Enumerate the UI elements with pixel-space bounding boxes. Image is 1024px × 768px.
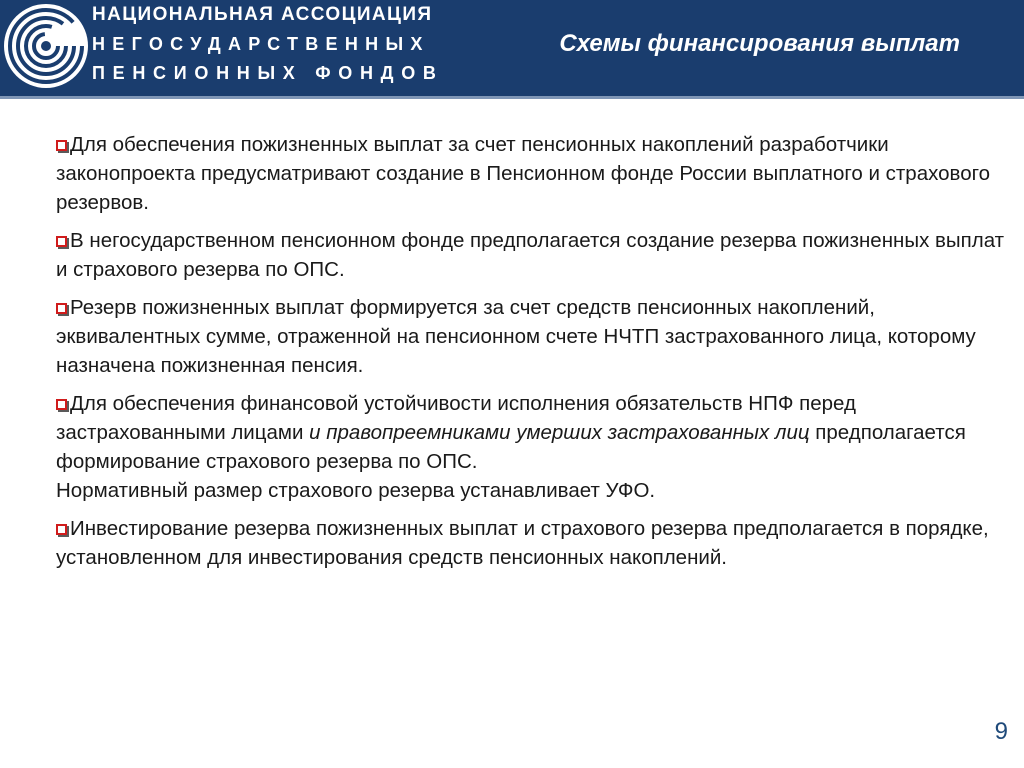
checkbox-bullet-icon [56,140,67,151]
header-band [0,0,1024,96]
bullet-text: Для обеспечения пожизненных выплат за счет пенсионных накоплений разработчики законопроекта предусматривают создание в Пенсионном фонде России выплатного и страхового резервов. [56,133,991,214]
header-divider [0,96,1024,99]
bullet-item [56,514,1006,572]
checkbox-bullet-icon [56,524,67,535]
checkbox-bullet-icon [56,303,67,314]
bullet-text: Инвестирование резерва пожизненных выплат и страхового резерва предполагается в порядке, установленном для инвестирования средств пенсионных накоплений. [56,517,989,569]
organization-name [92,3,444,82]
slide-title: Схемы финансирования выплат [559,30,960,57]
bullet-text-italic: и правопреемниками умерших застрахованных лиц [309,421,810,444]
bullet-text: В негосударственном пенсионном фонде предполагается создание резерва пожизненных выплат и страхового резерва по ОПС. [56,229,1005,281]
concentric-rings-logo-icon [2,2,90,90]
bullet-text: Резерв пожизненных выплат формируется за счет средств пенсионных накоплений, эквивалентных сумме, отраженной на пенсионном счете НЧТП застрахованного лица, которому назначена пожизненная пенсия. [56,296,976,377]
bullet-item [56,226,1006,284]
bullet-text-second-line: Нормативный размер страхового резерва устанавливает УФО. [56,479,656,502]
org-name-line-3: ПЕНСИОННЫХ ФОНДОВ [92,63,444,83]
org-name-line-2: НЕГОСУДАРСТВЕННЫХ [92,34,430,54]
bullet-item [56,389,1006,505]
bullet-list [56,130,1006,581]
bullet-item [56,130,1006,217]
checkbox-bullet-icon [56,236,67,247]
bullet-text-start: Для обеспечения финансовой устойчивости исполнения обязательств НПФ перед застрахованными лицами [56,392,856,444]
org-name-line-1: НАЦИОНАЛЬНАЯ АССОЦИАЦИЯ [92,4,433,25]
checkbox-bullet-icon [56,399,67,410]
bullet-text-end: предполагается формирование страхового резерва по ОПС. [56,421,966,473]
bullet-item [56,293,1006,380]
page-number: 9 [994,718,1008,745]
